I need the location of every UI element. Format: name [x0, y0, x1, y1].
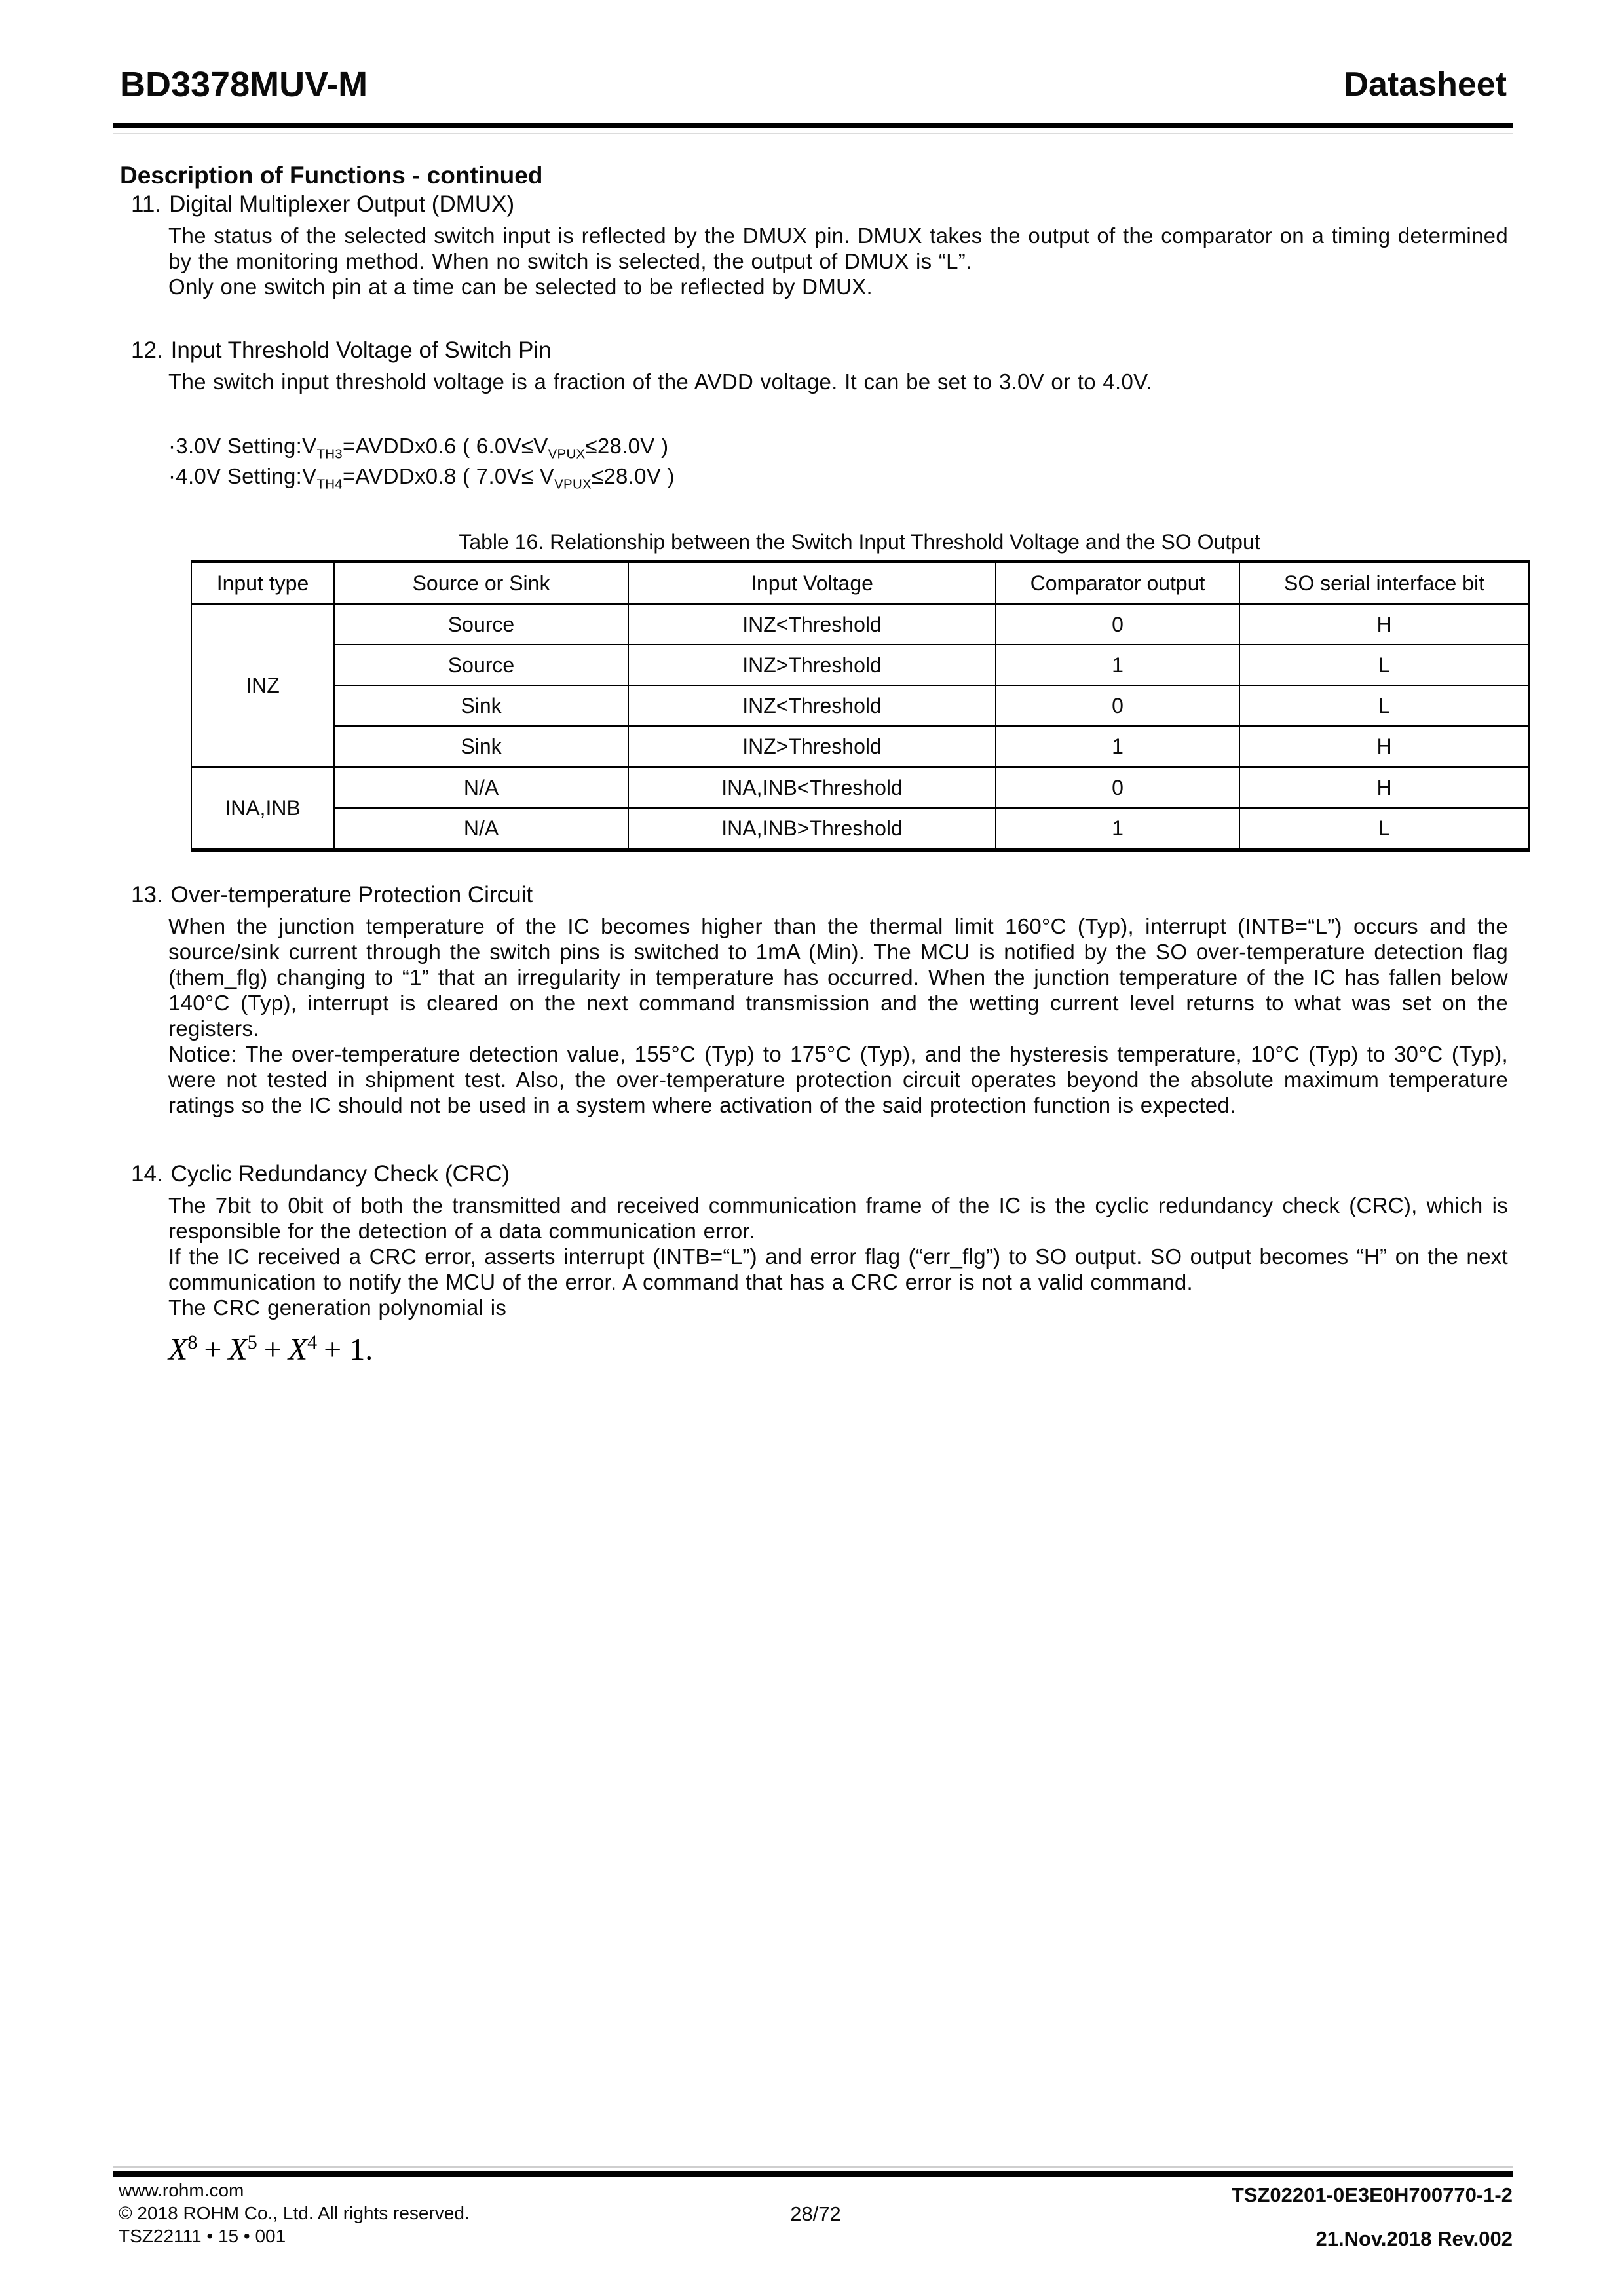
group-heading: Description of Functions - continued — [120, 162, 543, 189]
header-rule-shadow — [113, 133, 1513, 134]
section-14-number: 14. — [131, 1161, 163, 1187]
footer-website: www.rohm.com — [119, 2180, 244, 2200]
section-14-body — [168, 1193, 1508, 1369]
table-row — [191, 685, 1529, 726]
cell: L — [1239, 645, 1529, 685]
section-13-title: Over-temperature Protection Circuit — [170, 882, 533, 908]
section-11-title: Digital Multiplexer Output (DMUX) — [169, 191, 515, 217]
footer-left-column — [113, 2179, 676, 2251]
cell: INZ<Threshold — [628, 604, 996, 645]
cell: N/A — [334, 808, 628, 850]
section-13-body — [168, 913, 1508, 1118]
cell: 1 — [996, 726, 1239, 767]
setting-3v-pre: ·3.0V Setting:V — [168, 434, 317, 458]
col-header-so-serial-bit: SO serial interface bit — [1239, 562, 1529, 605]
section-13-notice: Notice: The over-temperature detection value, 155°C (Typ) to 175°C (Typ), and the hysteresis temperature, 10°C (Typ) to 30°C (Typ), were not tested in shipment test. Also, the over-temperature protection circuit operates beyond the absolute maximum temperature ratings so the IC should not be used in a system where activation of the said protection function is expected. — [168, 1042, 1508, 1117]
page-content — [120, 161, 1508, 1369]
section-14-heading — [120, 1160, 1508, 1189]
cell: L — [1239, 685, 1529, 726]
col-header-input-type: Input type — [191, 562, 334, 605]
page-footer — [113, 2166, 1513, 2251]
formula-operator: + — [263, 1332, 282, 1367]
setting-4v-pre: ·4.0V Setting:V — [168, 464, 317, 488]
cell: Sink — [334, 726, 628, 767]
product-title: BD3378MUV-M — [120, 65, 368, 104]
cell: 0 — [996, 604, 1239, 645]
setting-4v-mid: =AVDDx0.8 ( 7.0V≤ V — [342, 464, 555, 488]
table-row — [191, 726, 1529, 767]
cell: 1 — [996, 808, 1239, 850]
section-11-paragraph-2: Only one switch pin at a time can be selected to be reflected by DMUX. — [168, 275, 873, 299]
formula-term-base: X — [168, 1332, 188, 1367]
cell: L — [1239, 808, 1529, 850]
cell: INA,INB>Threshold — [628, 808, 996, 850]
threshold-so-table — [191, 560, 1530, 852]
footer-gray-line — [113, 2166, 1513, 2168]
footer-copyright: © 2018 ROHM Co., Ltd. All rights reserved. — [119, 2203, 470, 2223]
section-14-paragraph-2: If the IC received a CRC error, asserts interrupt (INTB=“L”) and error flag (“err_flg”) to SO output. SO output becomes “H” on the next communication to notify the MCU of the error. A command that has a CRC error is not a valid command. — [168, 1244, 1508, 1294]
cell: INZ>Threshold — [628, 726, 996, 767]
section-11 — [120, 190, 1508, 299]
cell: Source — [334, 604, 628, 645]
formula-term-base: X — [228, 1332, 248, 1367]
formula-term-base: X — [288, 1332, 308, 1367]
table-row — [191, 604, 1529, 645]
footer-right-column — [955, 2179, 1513, 2251]
setting-3v-post: ≤28.0V ) — [585, 434, 669, 458]
input-type-ina-inb-cell: INA,INB — [191, 767, 334, 851]
doc-type-label: Datasheet — [1344, 66, 1507, 104]
col-header-input-voltage: Input Voltage — [628, 562, 996, 605]
section-13-paragraph-1: When the junction temperature of the IC becomes higher than the thermal limit 160°C (Typ), interrupt (INTB=“L”) occurs and the source/sink current through the switch pins is switched to 1mA (Min). The MCU is notified by the SO over-temperature detection flag (them_flg) changing to “1” that an irregularity in temperature has occurred. When the junction temperature of the IC has fallen below 140°C (Typ), interrupt is cleared on the next command transmission and the wetting current level returns to what was set on the registers. — [168, 914, 1508, 1041]
section-14-title: Cyclic Redundancy Check (CRC) — [170, 1161, 510, 1187]
section-13-number: 13. — [131, 882, 163, 908]
cell: INZ<Threshold — [628, 685, 996, 726]
cell: INZ>Threshold — [628, 645, 996, 685]
threshold-settings — [168, 431, 1508, 491]
section-12-heading — [120, 336, 1508, 365]
formula-term-exponent: 8 — [187, 1331, 198, 1353]
setting-4v-post: ≤28.0V ) — [591, 464, 675, 488]
table-row — [191, 645, 1529, 685]
cell: 0 — [996, 767, 1239, 809]
section-11-paragraph-1: The status of the selected switch input is reflected by the DMUX pin. DMUX takes the output of the comparator on a timing determined by the monitoring method. When no switch is selected, the output of DMUX is “L”. — [168, 223, 1508, 273]
formula-operator: + — [204, 1332, 222, 1367]
setting-3v-sub2: VPUX — [548, 446, 586, 462]
col-header-source-or-sink: Source or Sink — [334, 562, 628, 605]
cell: H — [1239, 726, 1529, 767]
section-12-paragraph-1: The switch input threshold voltage is a fraction of the AVDD voltage. It can be set to 3.0V or to 4.0V. — [168, 370, 1152, 394]
input-type-inz-cell: INZ — [191, 604, 334, 767]
section-12-number: 12. — [131, 337, 163, 363]
footer-doc-code: TSZ22111 • 15 • 001 — [119, 2226, 286, 2246]
setting-4v-sub2: VPUX — [554, 476, 592, 492]
cell: 1 — [996, 645, 1239, 685]
crc-polynomial-formula — [168, 1323, 1508, 1369]
section-11-number: 11. — [131, 191, 162, 217]
section-11-heading — [120, 190, 1508, 219]
formula-term-exponent: 4 — [307, 1331, 318, 1353]
table-row — [191, 808, 1529, 850]
footer-doc-number: TSZ02201-0E3E0H700770-1-2 — [1231, 2183, 1513, 2206]
header-rule — [113, 123, 1513, 128]
footer-columns — [113, 2179, 1513, 2251]
table-16-block — [168, 529, 1508, 852]
cell: H — [1239, 604, 1529, 645]
crc-polynomial-intro: The CRC generation polynomial is — [168, 1295, 507, 1320]
table-16-caption: Table 16. Relationship between the Switch Input Threshold Voltage and the SO Output — [459, 530, 1260, 554]
section-13 — [120, 881, 1508, 1118]
cell: 0 — [996, 685, 1239, 726]
cell: Sink — [334, 685, 628, 726]
footer-revision: 21.Nov.2018 Rev.002 — [1315, 2227, 1513, 2250]
section-14 — [120, 1160, 1508, 1369]
formula-term-exponent: 5 — [247, 1331, 257, 1353]
col-header-comparator-output: Comparator output — [996, 562, 1239, 605]
page-header — [120, 66, 1507, 104]
section-13-heading — [120, 881, 1508, 909]
table-header-row — [191, 562, 1529, 605]
setting-3v-mid: =AVDDx0.6 ( 6.0V≤V — [342, 434, 548, 458]
section-12 — [120, 336, 1508, 852]
footer-bar — [113, 2171, 1513, 2177]
cell: INA,INB<Threshold — [628, 767, 996, 809]
section-11-body — [168, 223, 1508, 299]
cell: H — [1239, 767, 1529, 809]
formula-tail: + 1. — [324, 1332, 373, 1367]
setting-4v-sub1: TH4 — [316, 476, 343, 492]
section-12-title: Input Threshold Voltage of Switch Pin — [170, 337, 552, 363]
cell: Source — [334, 645, 628, 685]
table-row — [191, 767, 1529, 809]
cell: N/A — [334, 767, 628, 809]
section-12-body — [168, 369, 1508, 852]
threshold-setting-4v — [168, 461, 1508, 491]
threshold-setting-3v — [168, 431, 1508, 461]
setting-3v-sub1: TH3 — [316, 446, 343, 462]
section-14-paragraph-1: The 7bit to 0bit of both the transmitted and received communication frame of the IC is the cyclic redundancy check (CRC), which is responsible for the detection of a data communication error. — [168, 1193, 1508, 1243]
footer-page-number: 28/72 — [790, 2202, 841, 2225]
